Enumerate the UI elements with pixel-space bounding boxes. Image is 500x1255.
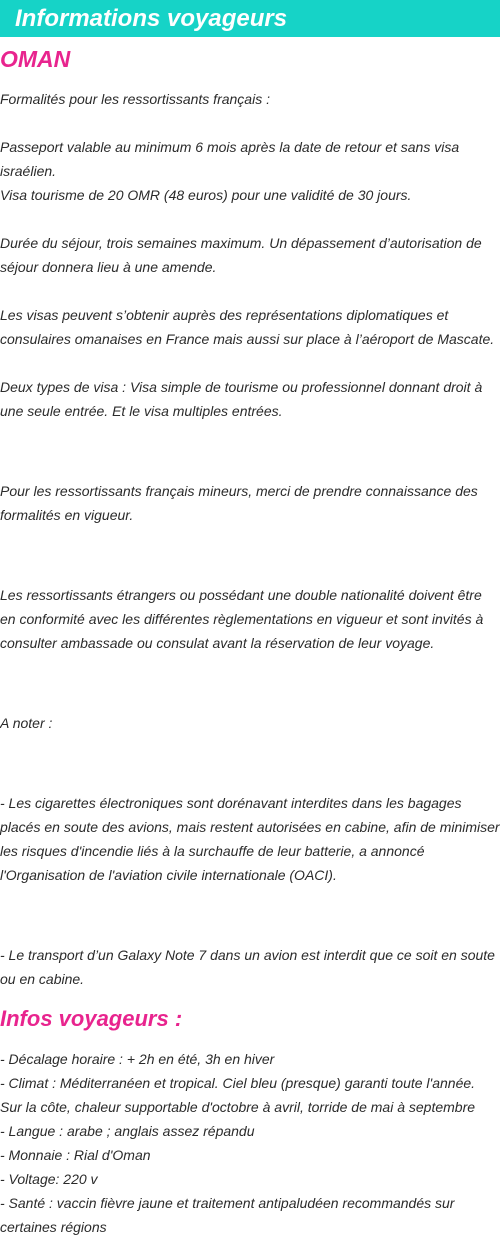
infos-title: Infos voyageurs : <box>0 1006 183 1031</box>
foreign-nationals-paragraph: Les ressortissants étrangers ou possédant une double nationalité doivent être en conformité avec les différentes règlementations en vigueur et sont invités à consulter ambassade ou consulat avant la réservation de leur voyage. <box>0 587 484 651</box>
passport-paragraph <box>0 135 500 207</box>
formalities-intro: Formalités pour les ressortissants français : <box>0 91 270 107</box>
country-heading: OMAN <box>0 46 71 72</box>
list-item-language: - Langue : arabe ; anglais assez répandu <box>0 1123 255 1139</box>
galaxy-note-paragraph: - Le transport d’un Galaxy Note 7 dans un avion est interdit que ce soit en soute ou en cabine. <box>0 947 495 987</box>
header-bar <box>0 0 500 37</box>
infos-list <box>0 1047 500 1239</box>
stay-duration-paragraph: Durée du séjour, trois semaines maximum. Un dépassement d’autorisation de séjour donnera lieu à une amende. <box>0 235 482 275</box>
page-title: Informations voyageurs <box>15 5 288 32</box>
ecigarette-note: - Les cigarettes électroniques sont dorénavant interdites dans les bagages placés en soute des avions, mais restent autorisées en cabine, afin de minimiser les risques d'incendie liés à la surchauffe de leur batterie, a annoncé l'Organisation de l'aviation civile internationale (OACI). <box>0 795 500 883</box>
minors-paragraph: Pour les ressortissants français mineurs, merci de prendre connaissance des formalités en vigueur. <box>0 483 478 523</box>
list-item-health: - Santé : vaccin fièvre jaune et traitement antipaludéen recommandés sur certaines régions <box>0 1195 455 1235</box>
visa-types-paragraph: Deux types de visa : Visa simple de tourisme ou professionnel donnant droit à une seule entrée. Et le visa multiples entrées. <box>0 379 483 419</box>
visa-fee-text: Visa tourisme de 20 OMR (48 euros) pour une validité de 30 jours. <box>0 187 412 203</box>
visa-obtain-paragraph: Les visas peuvent s’obtenir auprès des représentations diplomatiques et consulaires omanaises en France mais aussi sur place à l’aéroport de Mascate. <box>0 307 495 347</box>
list-item-time-difference: - Décalage horaire : + 2h en été, 3h en hiver <box>0 1051 275 1067</box>
passport-text: Passeport valable au minimum 6 mois après la date de retour et sans visa israélien. <box>0 139 460 179</box>
list-item-voltage: - Voltage: 220 v <box>0 1171 98 1187</box>
note-label: A noter : <box>0 715 53 731</box>
list-item-climate: - Climat : Méditerranéen et tropical. Ciel bleu (presque) garanti toute l'année. Sur la côte, chaleur supportable d'octobre à avril, torride de mai à septembre <box>0 1075 476 1115</box>
list-item-currency: - Monnaie : Rial d'Oman <box>0 1147 151 1163</box>
